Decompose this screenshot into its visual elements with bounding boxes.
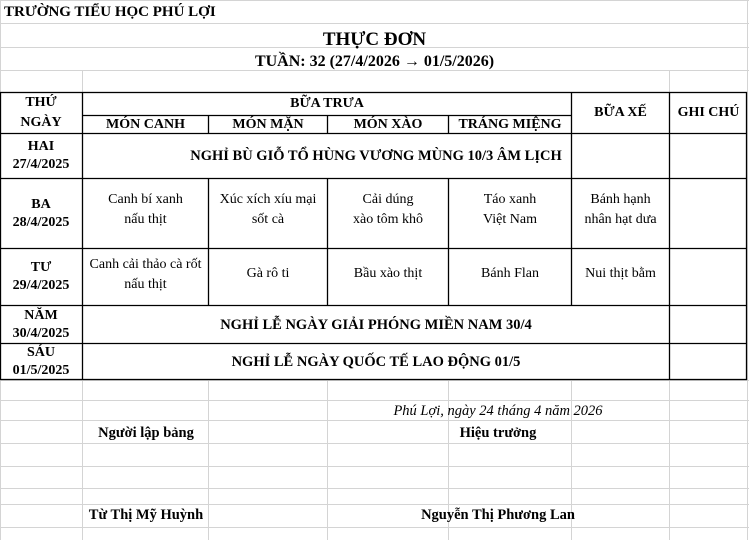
day-column-header	[0, 93, 82, 133]
stirfry-header: MÓN XÀO	[353, 116, 423, 132]
week-range: TUẦN: 32 (27/4/2026 → 01/5/2026)	[254, 53, 495, 70]
dish-line: Xúc xích xíu mại	[219, 191, 317, 207]
day-cell-thursday	[0, 306, 82, 343]
dish-line: xào tôm khô	[353, 211, 423, 227]
dish-line: Canh bí xanh	[108, 191, 183, 207]
day-date: 01/5/2025	[12, 363, 70, 378]
day-name: NĂM	[24, 307, 58, 323]
lunch-header: BỮA TRƯA	[290, 96, 364, 111]
salty-cell-wednesday	[209, 249, 327, 299]
dessert-cell-wednesday	[449, 249, 571, 299]
day-date: 29/4/2025	[12, 278, 70, 293]
day-date: 30/4/2025	[12, 325, 70, 341]
soup-cell-tuesday	[83, 179, 208, 240]
soup-cell-wednesday	[83, 249, 208, 301]
day-name: HAI	[27, 139, 55, 154]
holiday-note-thursday: NGHỈ LỄ NGÀY GIẢI PHÓNG MIỀN NAM 30/4	[220, 316, 532, 333]
day-date: 28/4/2025	[12, 214, 70, 230]
dish-line: nhân hạt dưa	[584, 211, 657, 227]
dish-line: Cải dúng	[362, 191, 414, 207]
dish-line: Bánh hạnh	[590, 191, 651, 207]
soup-header: MÓN CANH	[106, 116, 185, 132]
stirfry-cell-tuesday	[328, 179, 448, 240]
place-date: Phú Lợi, ngày 24 tháng 4 năm 2026	[393, 403, 603, 419]
snack-cell-tuesday	[572, 179, 669, 240]
dish-line: Gà rô ti	[246, 266, 290, 281]
dish-line: Canh cải thảo cà rốt	[89, 257, 202, 272]
holiday-note-friday: NGHỈ LỄ NGÀY QUỐC TẾ LAO ĐỘNG 01/5	[231, 354, 521, 370]
day-cell-tuesday	[0, 179, 82, 248]
day-name: BA	[31, 196, 51, 212]
menu-title: THỰC ĐƠN	[322, 29, 427, 50]
day-header-line1: THỨ	[25, 95, 57, 110]
dish-line: Nui thịt bằm	[585, 266, 656, 281]
stirfry-cell-wednesday	[328, 249, 448, 299]
dessert-header: TRÁNG MIỆNG	[458, 116, 562, 132]
principal-title: Hiệu trưởng	[459, 425, 537, 441]
day-cell-monday	[0, 134, 82, 178]
day-header-line2: NGÀY	[20, 115, 62, 130]
dish-line: Việt Nam	[483, 211, 537, 227]
school-name: TRƯỜNG TIỂU HỌC PHÚ LỢI	[4, 4, 216, 20]
salty-cell-tuesday	[209, 179, 327, 240]
salty-header: MÓN MẶN	[232, 116, 304, 132]
dish-line: sốt cà	[251, 211, 285, 227]
day-cell-wednesday	[0, 249, 82, 305]
dish-line: nấu thịt	[124, 277, 167, 292]
preparer-name: Từ Thị Mỹ Huỳnh	[88, 507, 204, 523]
snack-header: BỮA XẾ	[594, 105, 647, 120]
dish-line: Bầu xào thịt	[353, 266, 423, 281]
note-header: GHI CHÚ	[677, 105, 740, 120]
dish-line: Táo xanh	[483, 191, 537, 207]
day-date: 27/4/2025	[12, 157, 70, 172]
dessert-cell-tuesday	[449, 179, 571, 240]
preparer-title: Người lập bảng	[98, 425, 194, 441]
day-name: TƯ	[30, 260, 52, 275]
snack-cell-wednesday	[572, 249, 669, 299]
day-cell-friday	[0, 344, 82, 380]
day-name: SÁU	[26, 345, 55, 360]
principal-name: Nguyễn Thị Phương Lan	[421, 507, 575, 523]
dish-line: nấu thịt	[124, 211, 167, 227]
dish-line: Bánh Flan	[481, 266, 539, 281]
holiday-note-monday: NGHỈ BÙ GIỖ TỔ HÙNG VƯƠNG MÙNG 10/3 ÂM LỊCH	[190, 148, 562, 164]
